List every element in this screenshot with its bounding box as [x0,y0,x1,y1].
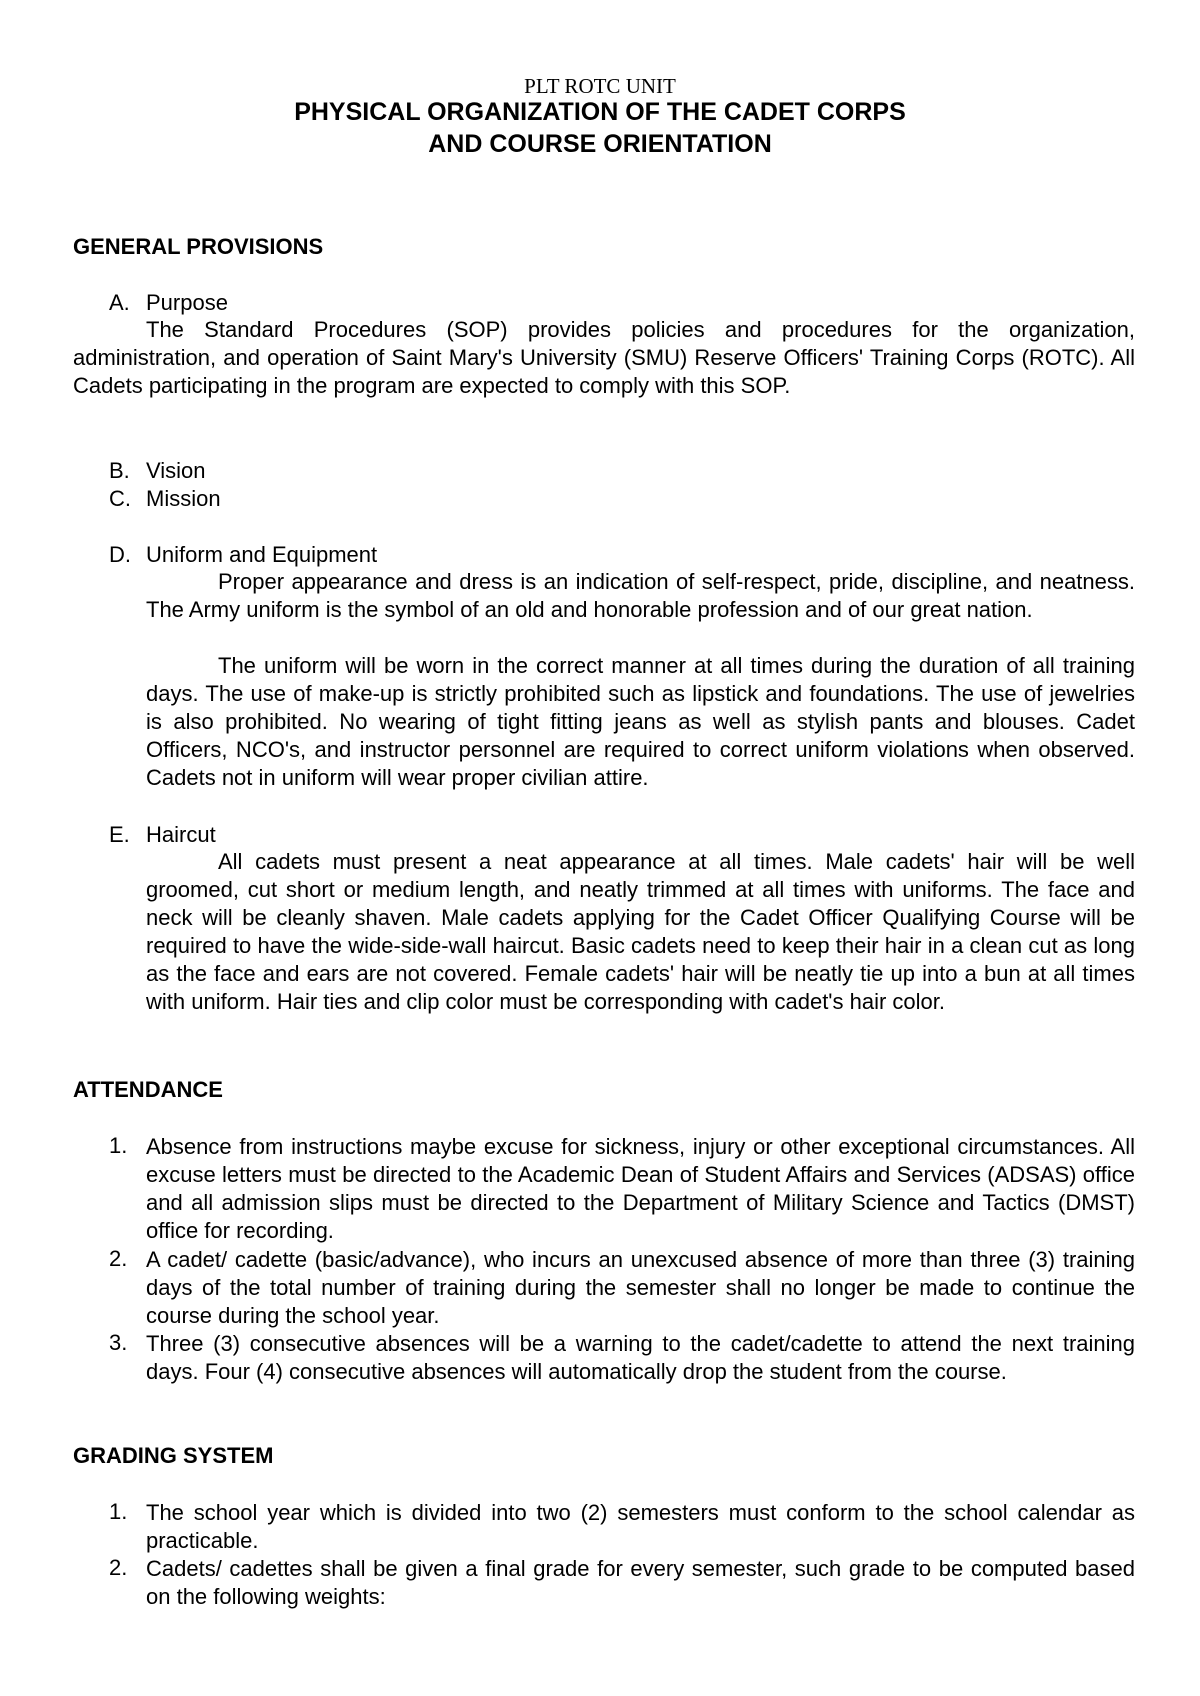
attendance-item-2-marker: 2. [109,1246,128,1271]
document-title-line2: AND COURSE ORIENTATION [428,130,772,158]
section-c-marker: C. [109,486,131,511]
general-provisions-heading: GENERAL PROVISIONS [73,234,324,259]
section-a-label: Purpose [146,290,228,315]
section-b-label: Vision [146,458,206,483]
grading-item-1-text: The school year which is divided into two (2) semesters must conform to the school calendar as practicable. [146,1500,1135,1553]
haircut-paragraph: All cadets must present a neat appearance at all times. Male cadets' hair will be well groomed, cut short or medium length, and neatly trimmed at all times with uniforms. The face and neck will be cleanly shaven. Male cadets applying for the Cadet Officer Qualifying Course will be required to have the wide-side-wall haircut. Basic cadets need to keep their hair in a clean cut as long as the face and ears are not covered. Female cadets' hair will be neatly tie up into a bun at all times with uniform. Hair ties and clip color must be corresponding with cadet's hair color. [146,849,1135,1014]
grading-item-2-marker: 2. [109,1555,128,1580]
section-e-label: Haircut [146,822,216,847]
uniform-paragraph-1: Proper appearance and dress is an indication of self-respect, pride, discipline, and neatness. The Army uniform is the symbol of an old and honorable profession and of our great nation. [146,569,1135,622]
section-b-marker: B. [109,458,130,483]
grading-item-2-text: Cadets/ cadettes shall be given a final grade for every semester, such grade to be computed based on the following weights: [146,1556,1135,1609]
section-a-marker: A. [109,290,130,315]
attendance-item-1-text: Absence from instructions maybe excuse for sickness, injury or other exceptional circumstances. All excuse letters must be directed to the Academic Dean of Student Affairs and Services (ADSAS) office and all admission slips must be directed to the Department of Military Science and Tactics (DMST) office for recording. [146,1134,1135,1243]
section-d-label: Uniform and Equipment [146,542,378,567]
document-title-line1: PHYSICAL ORGANIZATION OF THE CADET CORPS [294,98,906,126]
attendance-item-3-text: Three (3) consecutive absences will be a warning to the cadet/cadette to attend the next training days. Four (4) consecutive absences will automatically drop the student from the course. [146,1331,1135,1384]
grading-system-heading: GRADING SYSTEM [73,1443,274,1468]
attendance-item-1-marker: 1. [109,1133,128,1158]
uniform-paragraph-2: The uniform will be worn in the correct manner at all times during the duration of all training days. The use of make-up is strictly prohibited such as lipstick and foundations. The use of jewelries is also prohibited. No wearing of tight fitting jeans as well as stylish pants and blouses. Cadet Officers, NCO's, and instructor personnel are required to correct uniform violations when observed. Cadets not in uniform will wear proper civilian attire. [146,653,1135,790]
purpose-paragraph: The Standard Procedures (SOP) provides policies and procedures for the organization, administration, and operation of Saint Mary's University (SMU) Reserve Officers' Training Corps (ROTC). All Cadets participating in the program are expected to comply with this SOP. [73,317,1135,398]
attendance-heading: ATTENDANCE [73,1077,223,1102]
grading-item-1-marker: 1. [109,1499,128,1524]
section-e-marker: E. [109,822,130,847]
unit-name: PLT ROTC UNIT [524,74,676,98]
section-d-marker: D. [109,542,131,567]
attendance-item-2-text: A cadet/ cadette (basic/advance), who incurs an unexcused absence of more than three (3) training days of the total number of training during the semester shall no longer be made to continue the course during the school year. [146,1247,1135,1328]
attendance-item-3-marker: 3. [109,1330,128,1355]
section-c-label: Mission [146,486,221,511]
